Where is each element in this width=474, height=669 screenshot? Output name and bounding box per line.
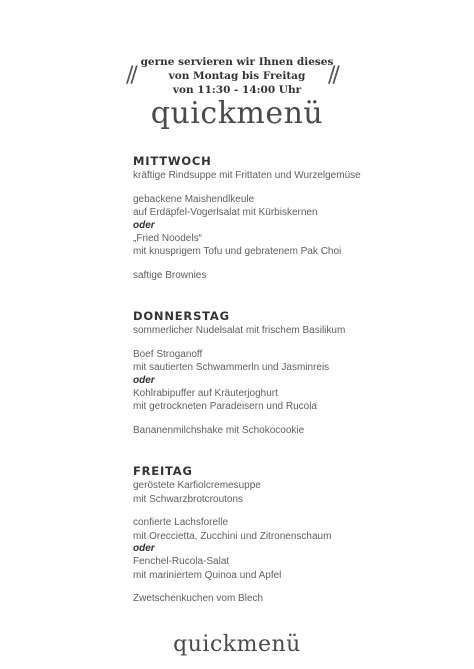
main-dish-2: „Fried Noodels“ xyxy=(133,232,202,244)
intro-header xyxy=(0,55,474,97)
main-dish-1-detail: mit sautierten Schwammerln und Jasminreis xyxy=(133,362,330,373)
main-dish-2: Fenchel-Rucola-Salat xyxy=(133,556,230,567)
decorative-slashes-left: // xyxy=(126,63,135,88)
main-dish-1-detail: auf Erdäpfel-Vogerlsalat mit Kürbiskernen xyxy=(133,207,318,218)
decorative-slashes-right: // xyxy=(328,63,337,88)
day-section-freitag xyxy=(133,464,453,606)
intro-line-1: gerne servieren wir Ihnen dieses xyxy=(140,56,334,68)
main-dish-1-detail: mit Oreccietta, Zucchini und Zitronenschaum xyxy=(133,530,332,542)
menu-content xyxy=(133,154,453,606)
day-title: DONNERSTAG xyxy=(133,309,230,323)
main-dish-1: Boef Stroganoff xyxy=(133,348,203,360)
soup: geröstete Karfiolcremesuppe xyxy=(133,480,261,491)
logo-top: quickmenü xyxy=(150,96,324,131)
or-separator: oder xyxy=(133,374,155,386)
main-dish-2-detail: mit mariniertem Quinoa und Apfel xyxy=(133,569,282,581)
soup-detail: mit Schwarzbrotcroutons xyxy=(133,493,244,505)
intro-line-3: von 11:30 - 14:00 Uhr xyxy=(172,84,302,96)
or-separator: oder xyxy=(133,543,155,554)
soup: kräftige Rindsuppe mit Frittaten und Wurzelgemüse xyxy=(133,170,361,181)
day-title: FREITAG xyxy=(133,464,193,478)
main-dish-2-detail: mit knusprigem Tofu und gebratenem Pak Choi xyxy=(133,246,342,257)
day-section-mittwoch xyxy=(133,154,453,282)
day-section-donnerstag xyxy=(133,309,453,437)
intro-line-2: von Montag bis Freitag xyxy=(168,70,306,82)
main-dish-2: Kohlrabipuffer auf Kräuterjoghurt xyxy=(133,387,278,399)
soup: sommerlicher Nudelsalat mit frischem Basilikum xyxy=(133,325,346,336)
main-dish-1: confierte Lachsforelle xyxy=(133,517,229,528)
day-title: MITTWOCH xyxy=(133,154,212,168)
main-dish-2-detail: mit getrockneten Paradeisern und Rucola xyxy=(133,401,317,412)
dessert: Zwetschenkuchen vom Blech xyxy=(133,593,264,604)
dessert: Bananenmilchshake mit Schokocookie xyxy=(133,424,305,436)
main-dish-1: gebackene Maishendlkeule xyxy=(133,193,255,205)
dessert: saftige Brownies xyxy=(133,269,207,281)
logo-bottom: quickmenü xyxy=(173,632,301,657)
or-separator: oder xyxy=(133,219,155,231)
